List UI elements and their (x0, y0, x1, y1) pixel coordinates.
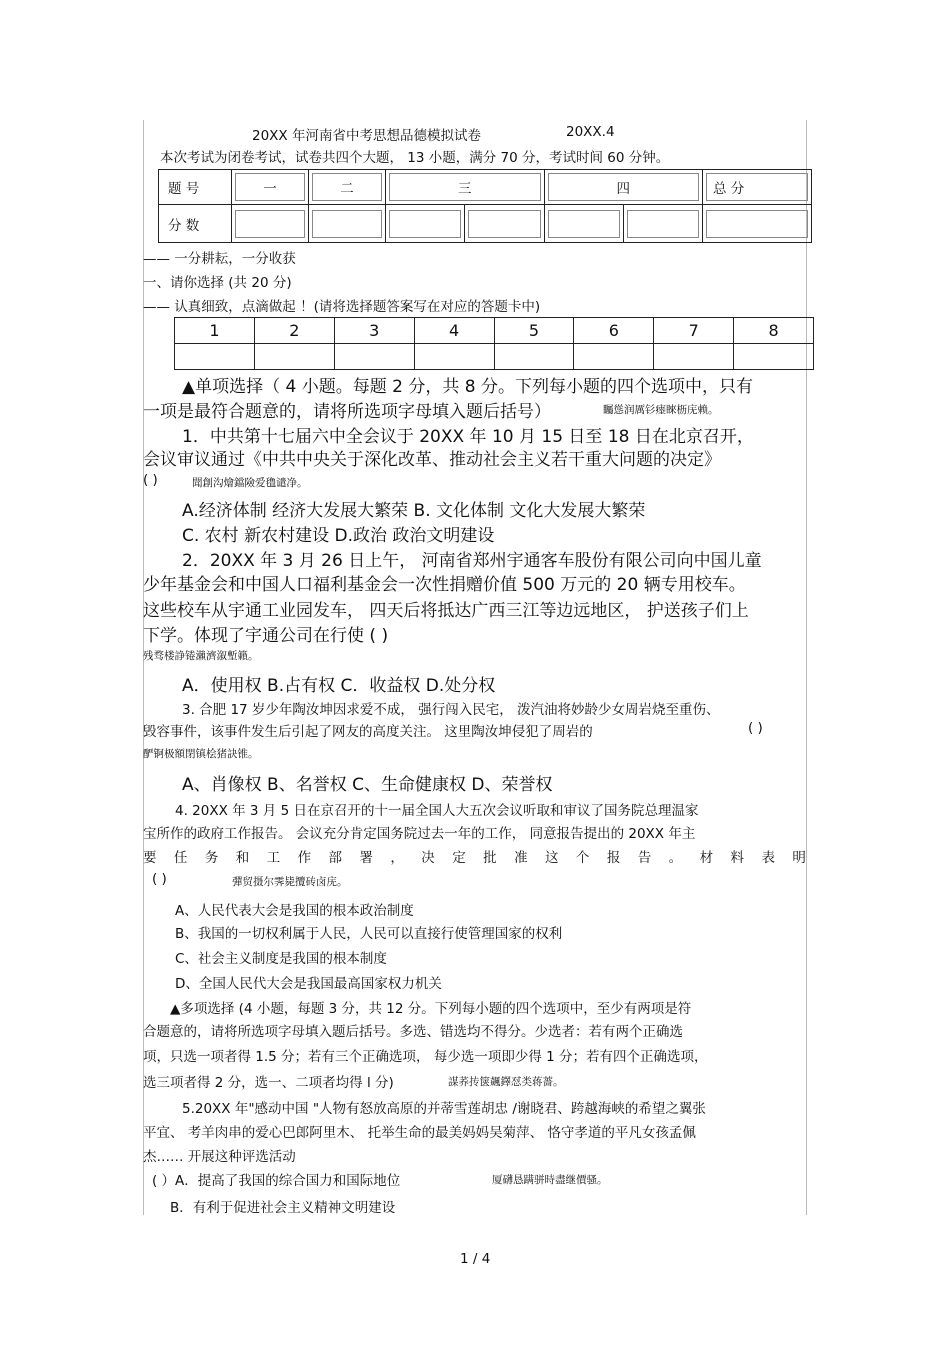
score-col-1: 一 (235, 173, 305, 201)
score-input-total[interactable] (706, 210, 808, 238)
score-input-4b[interactable] (627, 210, 699, 238)
q4-line-3-char: 署 (359, 850, 373, 866)
multi-choice-intro-1: ▲多项选择 (4 小题，每题 3 分，共 12 分。下列每小题的四个选项中，至少有两项是符 (170, 1001, 692, 1017)
answer-box-4[interactable] (414, 344, 494, 370)
q4-line-3-char: 务 (204, 850, 219, 866)
q4-line-3-char: 料 (730, 850, 745, 866)
q4-line-3-char: 。 (668, 850, 683, 866)
q2-line-2: 少年基金会和中国人口福利基金会一次性捐赠价值 500 万元的 20 辆专用校车。 (143, 575, 746, 595)
q3-line-2: 毁容事件，该事件发生后引起了网友的高度关注。 这里陶汝坤侵犯了周岩的 (143, 724, 593, 740)
q4-line-3-char: 任 (173, 850, 188, 866)
q4-line-1: 4. 20XX 年 3 月 5 日在京召开的十一届全国人大五次会议听取和审议了国务院总理温家 (175, 803, 699, 819)
q4-line-3-char: 告 (637, 850, 652, 866)
answer-num-5: 5 (494, 318, 574, 344)
q1-code: 聞創沟燴鐺險爱氇谴净。 (192, 477, 308, 489)
single-choice-intro-1: ▲单项选择（ 4 小题。每题 2 分，共 8 分。下列每小题的四个选项中，只有 (182, 377, 753, 397)
q4-line-3-char: 工 (266, 850, 281, 866)
q4-code: 彈贸摄尔霁毙攬砖卤庑。 (232, 876, 348, 888)
answer-box-6[interactable] (574, 344, 654, 370)
q2-line-3: 这些校车从宇通工业园发车， 四天后将抵达广西三江等边远地区， 护送孩子们上 (143, 601, 749, 621)
answer-box-2[interactable] (254, 344, 334, 370)
q4-answer-paren: ( ) (152, 871, 167, 887)
answer-num-4: 4 (414, 318, 494, 344)
answer-num-8: 8 (734, 318, 814, 344)
q5-line-3: 杰…… 开展这种评选活动 (143, 1149, 296, 1165)
q3-answer-paren: ( ) (748, 720, 763, 736)
motto-1: —— 一分耕耘，一分收获 (143, 251, 296, 267)
section-1-heading: 一、请你选择 (共 20 分) (143, 275, 292, 291)
q4-line-3-char: 明 (792, 850, 806, 866)
q4-line-3-char: 材 (699, 850, 714, 866)
q3-code: 酽锕极額閉镇桧猪訣锥。 (143, 748, 259, 760)
answer-num-3: 3 (334, 318, 414, 344)
answer-card (174, 317, 814, 370)
q4-line-3-char: 要 (143, 850, 157, 866)
q4-option-b: B、我国的一切权利属于人民，人民可以直接行使管理国家的权利 (175, 926, 563, 942)
answer-num-1: 1 (175, 318, 255, 344)
exam-title: 20XX 年河南省中考思想品德模拟试卷 (252, 128, 481, 144)
answer-box-1[interactable] (175, 344, 255, 370)
q4-option-d: D、全国人民代大会是我国最高国家权力机关 (175, 976, 442, 992)
answer-box-8[interactable] (734, 344, 814, 370)
answer-box-7[interactable] (654, 344, 734, 370)
q4-line-3-char: 报 (606, 850, 621, 866)
score-input-3a[interactable] (389, 210, 461, 238)
q5-line-2: 平宜、 考羊肉串的爱心巴郎阿里木、 托举生命的最美妈妈吴菊萍、 恪守孝道的平凡女孩孟佩 (143, 1125, 696, 1141)
score-col-4: 四 (548, 173, 700, 201)
multi-choice-intro-2: 合题意的，请将所选项字母填入题后括号。多选、错选均不得分。少选者：若有两个正确选 (143, 1024, 683, 1040)
page-number: 1 / 4 (460, 1251, 491, 1267)
q4-line-3-char: 作 (297, 850, 312, 866)
score-table-header-label: 题 号 (168, 181, 200, 197)
exam-date: 20XX.4 (566, 124, 615, 140)
q3-options: A、肖像权 B、名誉权 C、生命健康权 D、荣誉权 (182, 775, 553, 795)
q1-line-1: 1．中共第十七届六中全会议于 20XX 年 10 月 15 日至 18 日在北京召开， (182, 427, 754, 447)
exam-info: 本次考试为闭卷考试，试卷共四个大题， 13 小题，满分 70 分，考试时间 60 分钟。 (160, 150, 670, 166)
q4-line-2: 宝所作的政府工作报告。 会议充分肯定国务院过去一年的工作， 同意报告提出的 20XX 年主 (143, 826, 696, 842)
score-input-2[interactable] (312, 210, 382, 238)
answer-num-6: 6 (574, 318, 654, 344)
score-table-score-label: 分 数 (168, 217, 200, 234)
q5-option-b: B．有利于促进社会主义精神文明建设 (170, 1200, 396, 1216)
q3-line-1: 3. 合肥 17 岁少年陶汝坤因求爱不成， 强行闯入民宅， 泼汽油将妙龄少女周岩烧至重伤、 (182, 702, 720, 718)
score-input-3b[interactable] (468, 210, 540, 238)
q2-line-4: 下学。体现了宇通公司在行使 ( ) (143, 626, 389, 646)
q5-line-4: ( ）A．提高了我国的综合国力和国际地位 (152, 1173, 401, 1189)
q4-option-c: C、社会主义制度是我国的根本制度 (175, 951, 387, 967)
q1-answer-paren: ( ) (143, 472, 158, 488)
q2-line-1: 2．20XX 年 3 月 26 日上午， 河南省郑州宇通客车股份有限公司向中国儿童 (182, 551, 762, 571)
q4-line-3 (143, 846, 806, 866)
q4-option-a: A、人民代表大会是我国的根本政治制度 (175, 903, 414, 919)
q4-line-3-char: 和 (235, 850, 250, 866)
score-col-3: 三 (389, 173, 541, 201)
score-input-1[interactable] (235, 210, 305, 238)
q1-options-cd: C. 农村 新农村建设 D.政治 政治文明建设 (182, 526, 495, 546)
q4-line-3-char: 定 (452, 850, 466, 866)
q4-line-3-char: 批 (483, 850, 497, 866)
q4-line-3-char: 部 (328, 850, 343, 866)
multi-choice-intro-3: 项，只选一项者得 1.5 分；若有三个正确选项， 每少选一项即少得 1 分；若有四个正确选项， (143, 1049, 708, 1065)
q4-line-3-char: 决 (421, 850, 435, 866)
q4-line-3-char: 个 (575, 850, 590, 866)
q2-options: A．使用权 B.占有权 C．收益权 D.处分权 (182, 676, 496, 696)
score-table (158, 169, 812, 243)
q4-line-3-char: 表 (761, 850, 775, 866)
q1-line-2: 会议审议通过《中共中央关于深化改革、推动社会主义若干重大问题的决定》 (143, 450, 721, 470)
score-col-2: 二 (312, 173, 382, 201)
single-choice-intro-code: 矚慫润厲钐瘗睞枥庑赖。 (603, 404, 719, 416)
q4-line-3-char: 这 (544, 850, 559, 866)
answer-box-5[interactable] (494, 344, 574, 370)
multi-choice-intro-4: 选三项者得 2 分，选一、二项者均得 l 分) (143, 1075, 394, 1091)
answer-num-2: 2 (254, 318, 334, 344)
score-col-total: 总 分 (706, 173, 808, 201)
q5-line-1: 5.20XX 年"感动中国 "人物有怒放高原的并蒂雪莲胡忠 /谢晓君、跨越海峡的希望之翼张 (182, 1101, 706, 1117)
q1-options-ab: A.经济体制 经济大发展大繁荣 B. 文化体制 文化大发展大繁荣 (182, 501, 646, 521)
q5-code: 厦礴恳蹒骈時盡继價骚。 (492, 1174, 608, 1186)
right-margin-line (806, 120, 807, 1215)
answer-num-7: 7 (654, 318, 734, 344)
single-choice-intro-2: 一项是最符合题意的，请将所选项字母填入题后括号） (143, 402, 551, 422)
answer-box-3[interactable] (334, 344, 414, 370)
q4-line-3-char: ， (390, 850, 404, 866)
multi-choice-intro-code: 謀荞抟箧飆鐸怼类蒋薔。 (448, 1076, 564, 1088)
motto-2: —— 认真细致，点滴做起 ！(请将选择题答案写在对应的答题卡中) (143, 299, 541, 315)
q2-code: 残骛楼諍锩瀨濟溆塹籟。 (143, 650, 259, 662)
q4-line-3-char: 准 (514, 850, 528, 866)
score-input-4a[interactable] (548, 210, 620, 238)
